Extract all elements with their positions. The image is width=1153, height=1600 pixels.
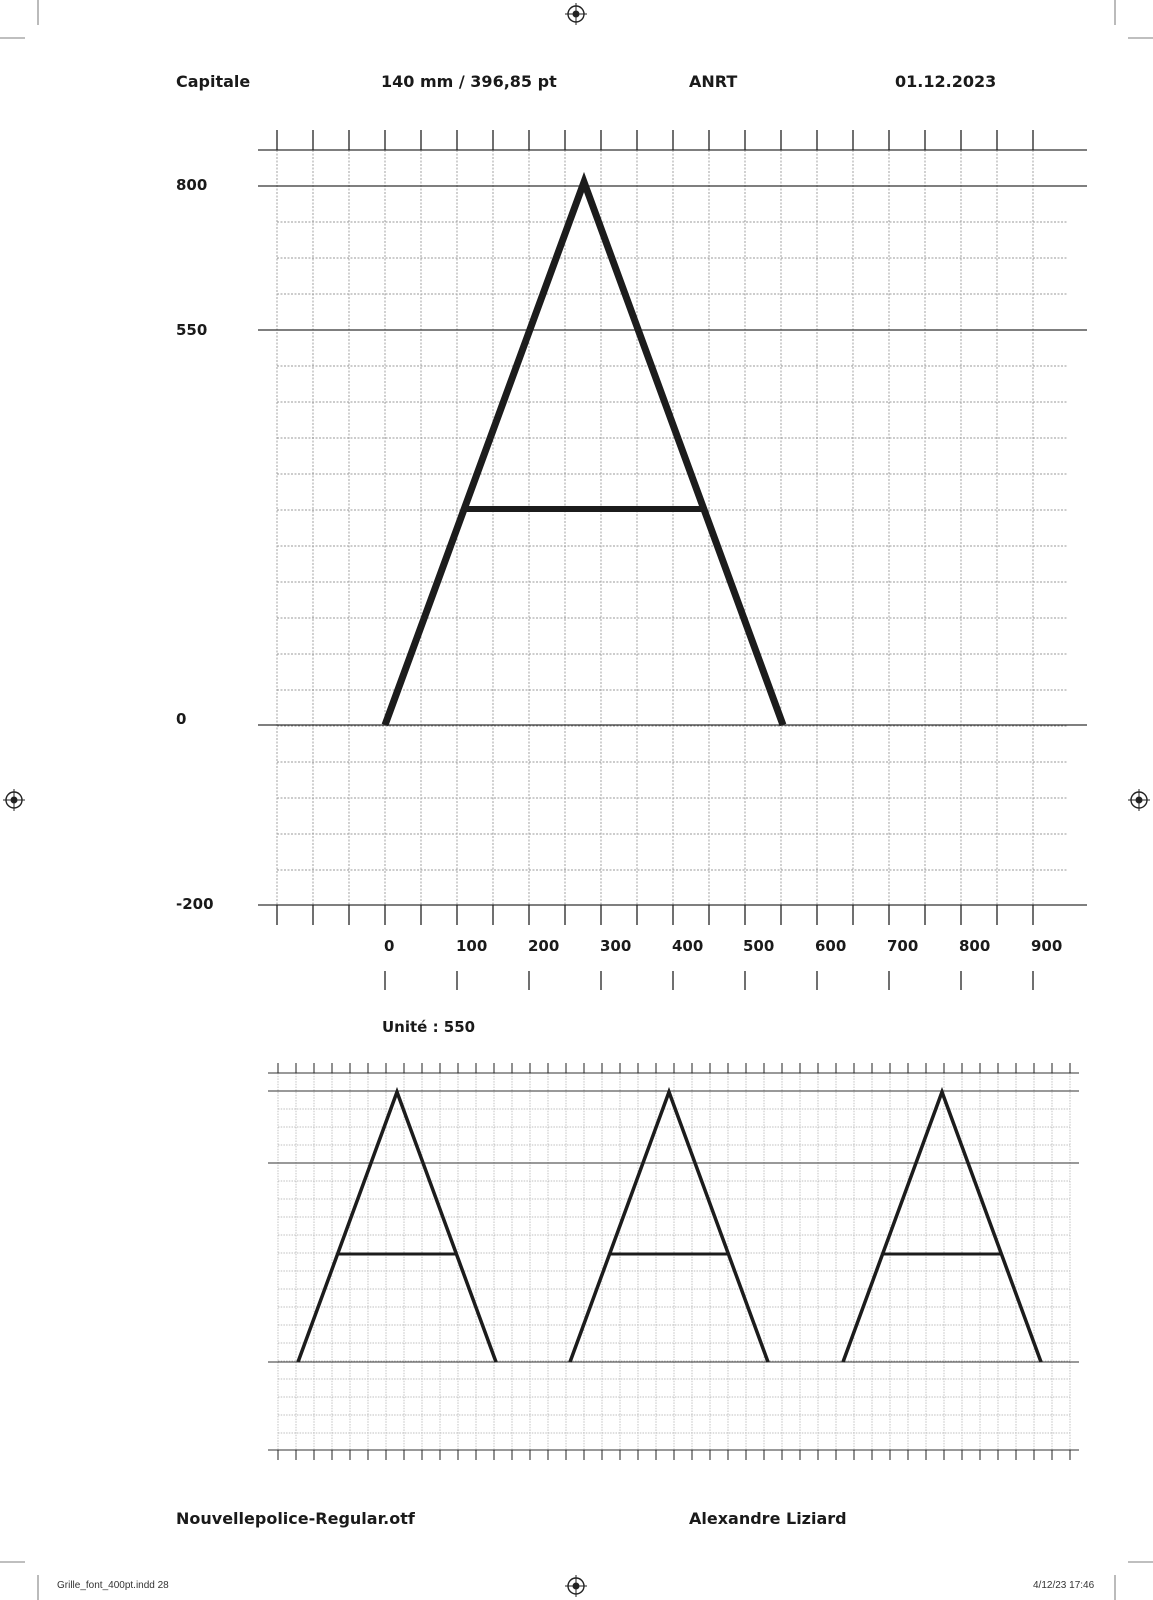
x-label-800: 800: [959, 937, 991, 955]
date-label: 01.12.2023: [895, 72, 997, 91]
glyph-a-small-2: [570, 1092, 768, 1362]
y-label-minus-200: -200: [176, 895, 214, 913]
unit-label: Unité : 550: [382, 1018, 476, 1036]
font-file-label: Nouvellepolice-Regular.otf: [176, 1509, 415, 1528]
x-label-0: 0: [384, 937, 395, 955]
x-label-700: 700: [887, 937, 919, 955]
x-label-300: 300: [600, 937, 632, 955]
glyph-a-small-1: [298, 1092, 496, 1362]
slug-file: Grille_font_400pt.indd 28: [57, 1580, 169, 1591]
type-label: Capitale: [176, 72, 251, 91]
x-label-400: 400: [672, 937, 704, 955]
x-label-600: 600: [815, 937, 847, 955]
glyph-a-small-3: [843, 1092, 1041, 1362]
org-label: ANRT: [689, 72, 738, 91]
author-label: Alexandre Liziard: [689, 1509, 847, 1528]
size-label: 140 mm / 396,85 pt: [381, 72, 557, 91]
y-label-550: 550: [176, 321, 208, 339]
x-label-900: 900: [1031, 937, 1063, 955]
y-label-800: 800: [176, 176, 208, 194]
glyph-a-large: [385, 182, 783, 725]
x-label-100: 100: [456, 937, 488, 955]
x-label-500: 500: [743, 937, 775, 955]
slug-timestamp: 4/12/23 17:46: [1033, 1580, 1095, 1591]
x-label-200: 200: [528, 937, 560, 955]
y-label-0: 0: [176, 710, 187, 728]
